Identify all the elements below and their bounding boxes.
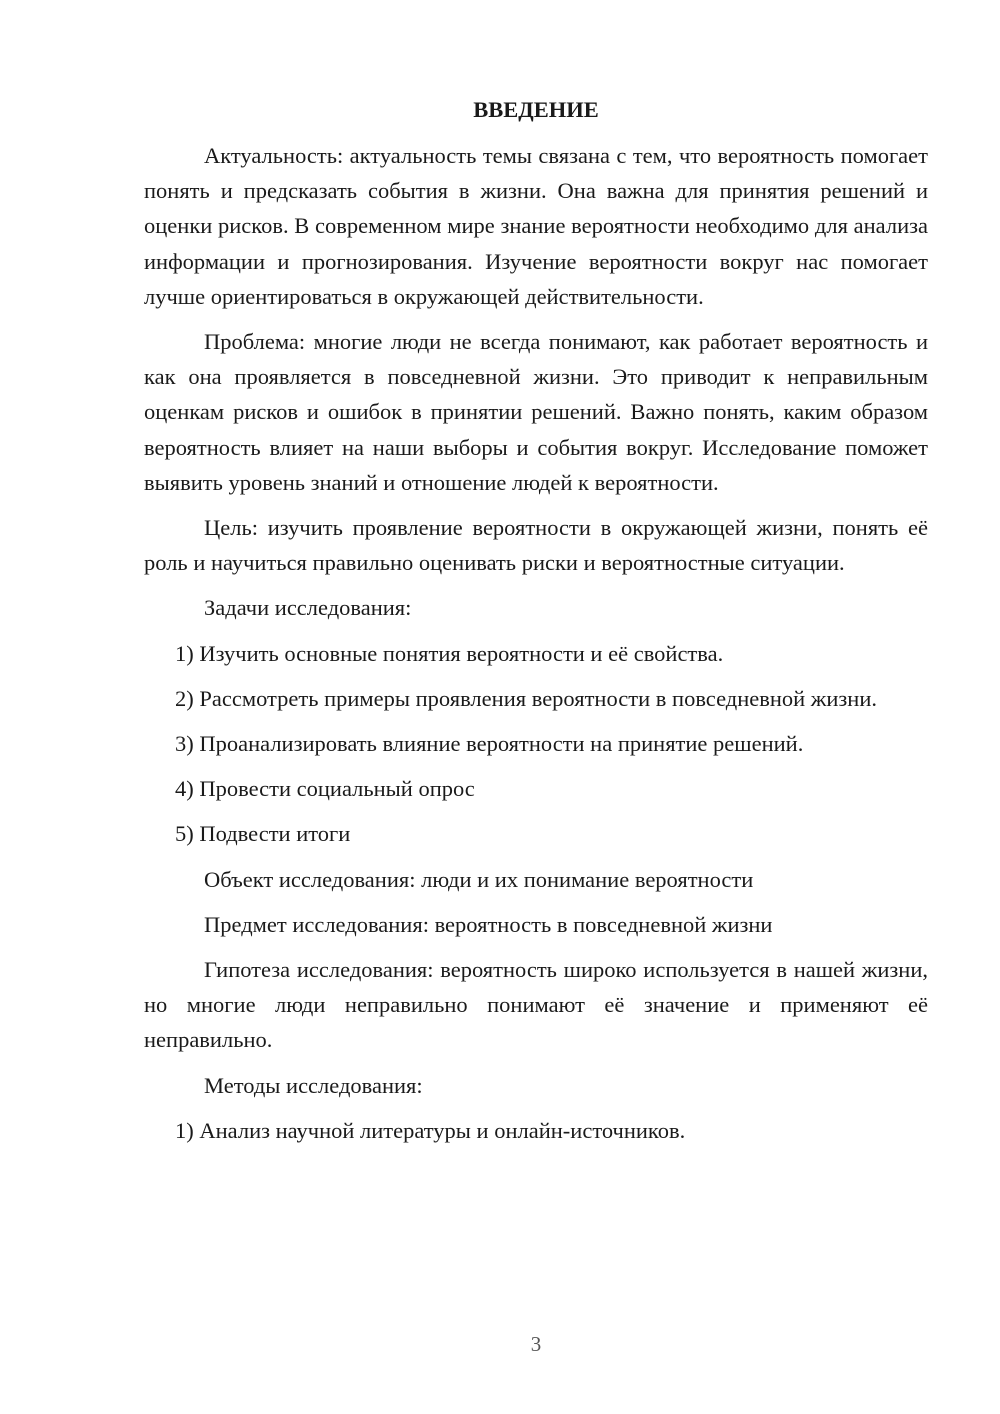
task-item-4: 4) Провести социальный опрос: [175, 776, 475, 802]
paragraph-goal: Цель: изучить проявление вероятности в окружающей жизни, понять её роль и научиться правильно оценивать риски и вероятностные ситуации.: [144, 515, 928, 576]
paragraph-subject: Предмет исследования: вероятность в повседневной жизни: [204, 911, 773, 937]
page-number: 3: [530, 1332, 542, 1356]
paragraph-problem: Проблема: многие люди не всегда понимают, как работает вероятность и как она проявляется в повседневной жизни. Это приводит к неправильным оценкам рисков и ошибок в принятии решений. Важно понять, каким образом вероятность влияет на наши выборы и события вокруг. Исследование поможет выявить уровень знаний и отношение людей к вероятности.: [144, 329, 928, 495]
tasks-heading: Задачи исследования:: [204, 595, 412, 621]
section-title: ВВЕДЕНИЕ: [473, 97, 599, 122]
task-item-3: 3) Проанализировать влияние вероятности на принятие решений.: [175, 731, 804, 757]
paragraph-object: Объект исследования: люди и их понимание вероятности: [204, 866, 754, 892]
paragraph-hypothesis: Гипотеза исследования: вероятность широко используется в нашей жизни, но многие люди неправильно понимают её значение и применяют её неправильно.: [144, 957, 928, 1053]
method-item-1: 1) Анализ научной литературы и онлайн-источников.: [175, 1117, 686, 1143]
task-item-2: 2) Рассмотреть примеры проявления вероятности в повседневной жизни.: [175, 685, 877, 711]
paragraph-relevance: Актуальность: актуальность темы связана с тем, что вероятность помогает понять и предсказать события в жизни. Она важна для принятия решений и оценки рисков. В современном мире знание вероятности необходимо для анализа информации и прогнозирования. Изучение вероятности вокруг нас помогает лучше ориентироваться в окружающей действительности.: [144, 143, 928, 309]
methods-heading: Методы исследования:: [204, 1072, 423, 1098]
page-content: [144, 92, 928, 1158]
task-item-1: 1) Изучить основные понятия вероятности и её свойства.: [175, 640, 724, 666]
task-item-5: 5) Подвести итоги: [175, 821, 351, 847]
